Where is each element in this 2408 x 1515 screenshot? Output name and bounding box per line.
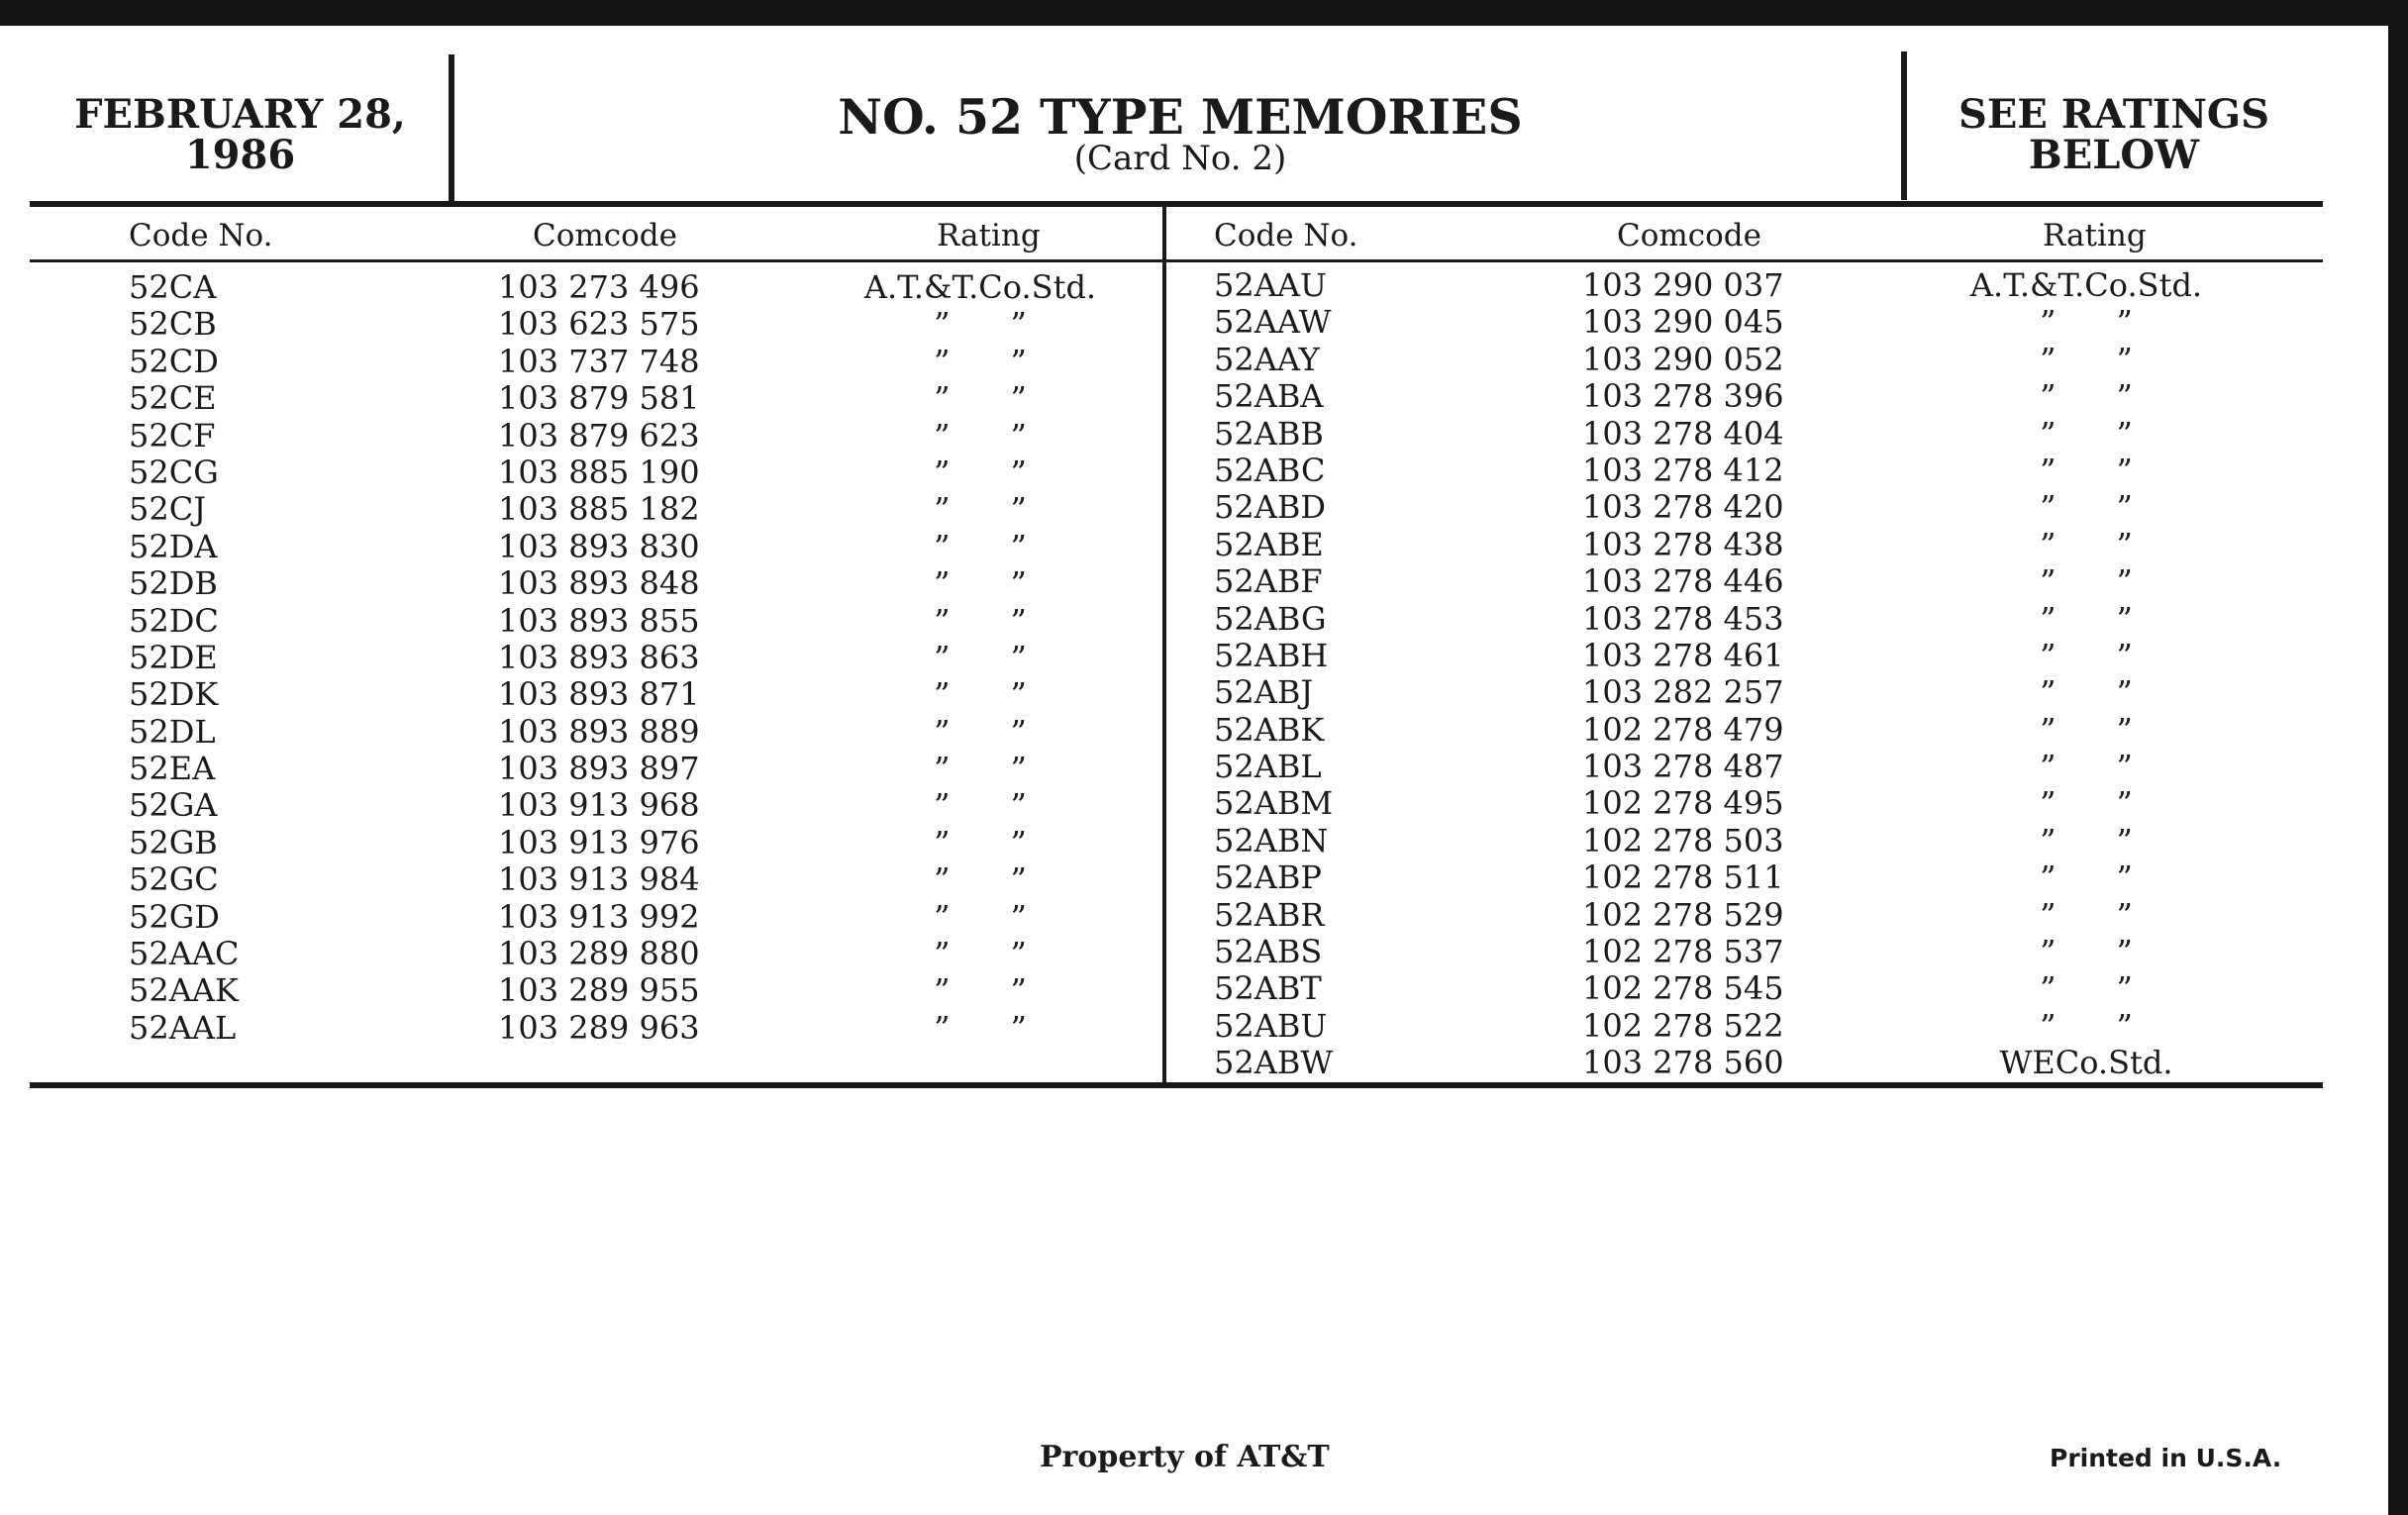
right-table-body [0, 267, 2408, 1082]
table-row [0, 562, 2408, 603]
code-cell: 52CE [129, 379, 217, 418]
rating-cell: ” ” [2040, 821, 2133, 859]
rating-cell: A.T.&T.Co.Std. [863, 268, 1097, 306]
comcode-cell: 103 278 396 [1582, 377, 1784, 416]
rating-cell: ” ” [2040, 748, 2133, 786]
date-line-1: FEBRUARY 28, [74, 91, 406, 138]
comcode-cell: 103 893 889 [498, 712, 700, 751]
code-cell: 52GD [129, 897, 220, 936]
rating-cell: ” ” [934, 750, 1027, 788]
rating-cell: ” ” [2040, 933, 2133, 971]
table-row [0, 453, 2408, 489]
code-cell: 52GB [129, 823, 218, 861]
comcode-cell: 103 290 045 [1582, 303, 1784, 342]
code-cell: 52ABG [1214, 599, 1327, 638]
column-header-rule [30, 259, 2323, 262]
code-cell: 52AAC [129, 935, 240, 973]
comcode-cell: 103 913 984 [498, 860, 700, 899]
rating-cell: ” ” [934, 712, 1027, 751]
right-col-rating-header: Rating [2043, 218, 2147, 253]
comcode-cell: 102 278 537 [1582, 933, 1784, 971]
table-row [0, 416, 2408, 453]
code-cell: 52ABH [1214, 636, 1329, 674]
page-title: NO. 52 TYPE MEMORIES [838, 88, 1523, 146]
rating-cell: ” ” [934, 490, 1027, 529]
rating-cell: ” ” [934, 564, 1027, 603]
code-cell: 52AAW [1214, 303, 1332, 342]
right-col-comcode-header: Comcode [1617, 218, 1761, 253]
rating-cell: ” ” [2040, 673, 2133, 712]
rating-cell: ” ” [2040, 488, 2133, 527]
rating-cell: ” ” [934, 342, 1027, 380]
comcode-cell: 103 290 037 [1582, 266, 1784, 304]
rating-cell: ” ” [934, 823, 1027, 861]
comcode-cell: 103 282 257 [1582, 673, 1784, 712]
table-row [0, 303, 2408, 344]
page-subtitle: (Card No. 2) [1073, 139, 1287, 178]
comcode-cell: 103 893 863 [498, 638, 700, 676]
table-row [0, 527, 2408, 563]
rating-cell: ” ” [934, 935, 1027, 973]
left-col-comcode-header: Comcode [533, 218, 677, 253]
rating-cell: ” ” [934, 453, 1027, 491]
rating-cell: ” ” [934, 860, 1027, 899]
comcode-cell: 103 278 404 [1582, 414, 1784, 453]
comcode-cell: 103 893 830 [498, 527, 700, 565]
code-cell: 52ABT [1214, 969, 1322, 1008]
code-cell: 52CD [129, 342, 219, 380]
rating-cell: ” ” [934, 971, 1027, 1010]
code-cell: 52CA [129, 268, 217, 306]
header-divider-right [1901, 51, 1907, 200]
comcode-cell: 103 879 623 [498, 416, 700, 454]
comcode-cell: 103 623 575 [498, 305, 700, 344]
table-row [0, 712, 2408, 749]
rating-cell: ” ” [2040, 303, 2133, 342]
comcode-cell: 103 278 487 [1582, 748, 1784, 786]
left-col-code-header: Code No. [129, 218, 273, 253]
code-cell: 52ABM [1214, 784, 1334, 823]
rating-cell: ” ” [2040, 414, 2133, 453]
code-cell: 52CJ [129, 490, 207, 529]
comcode-cell: 103 893 848 [498, 564, 700, 603]
code-cell: 52AAY [1214, 340, 1320, 378]
table-row [0, 933, 2408, 973]
rating-cell: ” ” [2040, 1006, 2133, 1045]
rating-cell: ” ” [2040, 562, 2133, 601]
comcode-cell: 103 273 496 [498, 268, 700, 306]
rating-cell: ” ” [2040, 784, 2133, 823]
comcode-cell: 103 885 182 [498, 490, 700, 529]
comcode-cell: 103 913 992 [498, 897, 700, 936]
table-row [0, 784, 2408, 825]
comcode-cell: 103 879 581 [498, 379, 700, 418]
comcode-cell: 102 278 545 [1582, 969, 1784, 1008]
comcode-cell: 103 290 052 [1582, 340, 1784, 378]
rating-cell: ” ” [2040, 710, 2133, 749]
rating-cell: ” ” [2040, 340, 2133, 378]
rating-cell: ” ” [2040, 451, 2133, 489]
comcode-cell: 103 278 461 [1582, 636, 1784, 674]
code-cell: 52ABS [1214, 933, 1323, 971]
right-col-code-header: Code No. [1214, 218, 1358, 253]
rating-cell: ” ” [934, 1008, 1027, 1047]
rating-cell: ” ” [934, 379, 1027, 418]
code-cell: 52CB [129, 305, 217, 344]
comcode-cell: 102 278 479 [1582, 710, 1784, 749]
comcode-cell: 103 913 976 [498, 823, 700, 861]
code-cell: 52DK [129, 675, 219, 714]
comcode-cell: 102 278 511 [1582, 858, 1784, 897]
comcode-cell: 102 278 503 [1582, 821, 1784, 859]
comcode-cell: 102 278 529 [1582, 895, 1784, 934]
code-cell: 52ABD [1214, 488, 1326, 527]
rating-cell: ” ” [2040, 525, 2133, 563]
rating-cell: ” ” [934, 638, 1027, 676]
code-cell: 52AAL [129, 1008, 237, 1047]
comcode-cell: 103 278 412 [1582, 451, 1784, 489]
table-row [0, 969, 2408, 1010]
code-cell: 52ABU [1214, 1006, 1328, 1045]
code-cell: 52CG [129, 453, 219, 491]
code-cell: 52GC [129, 860, 219, 899]
comcode-cell: 103 885 190 [498, 453, 700, 491]
rating-cell: ” ” [934, 601, 1027, 640]
printed-notice: Printed in U.S.A. [2050, 1444, 2282, 1472]
comcode-cell: 103 278 420 [1582, 488, 1784, 527]
table-row [0, 638, 2408, 674]
rating-cell: A.T.&T.Co.Std. [1969, 266, 2203, 304]
rating-cell: WECo.Std. [1999, 1044, 2173, 1082]
table-row [0, 267, 2408, 304]
comcode-cell: 103 278 446 [1582, 562, 1784, 601]
header-rule [30, 201, 2323, 207]
comcode-cell: 103 289 955 [498, 971, 700, 1010]
code-cell: 52ABP [1214, 858, 1322, 897]
table-row [0, 601, 2408, 638]
date-line-2: 1986 [184, 132, 296, 178]
rating-cell: ” ” [934, 897, 1027, 936]
code-cell: 52DE [129, 638, 218, 676]
code-cell: 52DL [129, 712, 216, 751]
comcode-cell: 103 893 871 [498, 675, 700, 714]
comcode-cell: 102 278 495 [1582, 784, 1784, 823]
comcode-cell: 103 737 748 [498, 342, 700, 380]
code-cell: 52ABE [1214, 525, 1324, 563]
table-row [0, 673, 2408, 714]
code-cell: 52ABW [1214, 1044, 1334, 1082]
code-cell: 52ABL [1214, 748, 1322, 786]
rating-cell: ” ” [934, 675, 1027, 714]
comcode-cell: 103 278 453 [1582, 599, 1784, 638]
code-cell: 52AAU [1214, 266, 1327, 304]
table-row [0, 488, 2408, 529]
code-cell: 52DA [129, 527, 218, 565]
comcode-cell: 103 913 968 [498, 786, 700, 825]
rating-cell: ” ” [2040, 969, 2133, 1008]
code-cell: 52ABN [1214, 821, 1329, 859]
ratings-note-line-2: BELOW [2028, 132, 2200, 178]
code-cell: 52ABA [1214, 377, 1324, 416]
comcode-cell: 103 893 897 [498, 750, 700, 788]
code-cell: 52DC [129, 601, 219, 640]
comcode-cell: 103 278 560 [1582, 1044, 1784, 1082]
table-row [0, 1008, 2408, 1045]
rating-cell: ” ” [934, 786, 1027, 825]
table-row [0, 748, 2408, 788]
code-cell: 52ABB [1214, 414, 1324, 453]
table-row [0, 823, 2408, 859]
code-cell: 52AAK [129, 971, 239, 1010]
code-cell: 52DB [129, 564, 218, 603]
rating-cell: ” ” [2040, 599, 2133, 638]
comcode-cell: 103 278 438 [1582, 525, 1784, 563]
code-cell: 52ABJ [1214, 673, 1314, 712]
comcode-cell: 102 278 522 [1582, 1006, 1784, 1045]
code-cell: 52GA [129, 786, 218, 825]
property-notice: Property of AT&T [1040, 1440, 1330, 1474]
rating-cell: ” ” [934, 416, 1027, 454]
left-col-rating-header: Rating [937, 218, 1041, 253]
rating-cell: ” ” [934, 305, 1027, 344]
rating-cell: ” ” [2040, 895, 2133, 934]
ratings-note [1911, 91, 2317, 178]
table-row [0, 1045, 2408, 1081]
table-row [0, 858, 2408, 899]
rating-cell: ” ” [934, 527, 1027, 565]
scan-top-border [0, 0, 2408, 26]
code-cell: 52CF [129, 416, 216, 454]
comcode-cell: 103 893 855 [498, 601, 700, 640]
code-cell: 52ABR [1214, 895, 1325, 934]
code-cell: 52ABC [1214, 451, 1326, 489]
code-cell: 52ABK [1214, 710, 1325, 749]
table-row [0, 897, 2408, 934]
ratings-note-line-1: SEE RATINGS [1958, 91, 2269, 138]
header-divider-left [449, 54, 454, 203]
table-row [0, 342, 2408, 378]
table-bottom-rule [30, 1082, 2323, 1088]
date-header [40, 91, 441, 178]
rating-cell: ” ” [2040, 636, 2133, 674]
rating-cell: ” ” [2040, 858, 2133, 897]
table-row [0, 377, 2408, 418]
comcode-cell: 103 289 963 [498, 1008, 700, 1047]
code-cell: 52EA [129, 750, 216, 788]
rating-cell: ” ” [2040, 377, 2133, 416]
comcode-cell: 103 289 880 [498, 935, 700, 973]
code-cell: 52ABF [1214, 562, 1323, 601]
